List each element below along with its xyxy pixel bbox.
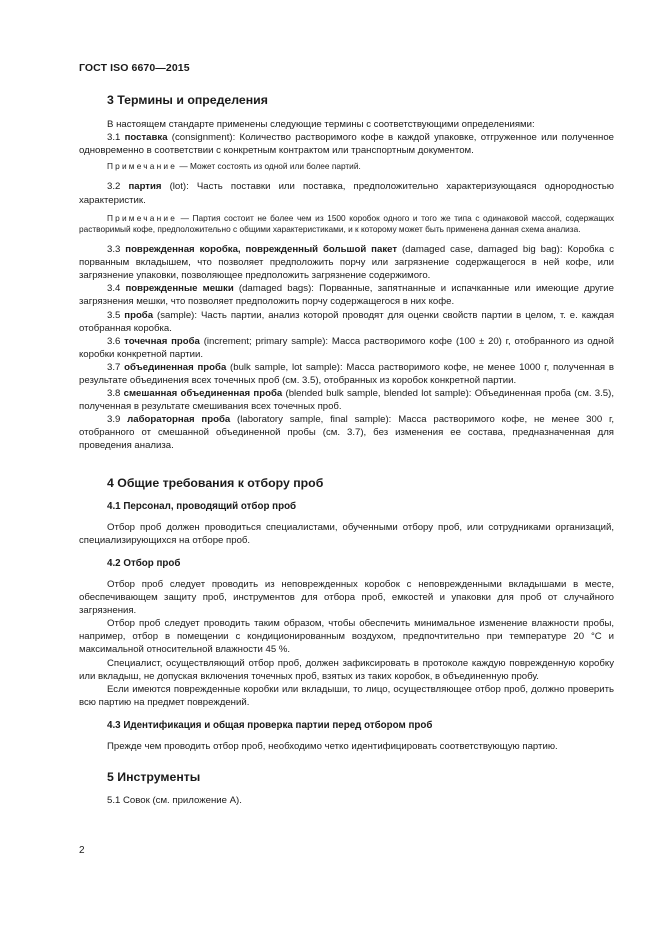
note-label: Примечание [107, 161, 178, 172]
term-3-4 [79, 282, 614, 308]
term-3-9 [79, 413, 614, 452]
section-4-1-text: Отбор проб должен проводиться специалистами, обученными отбору проб, или сотрудниками организаций, специализирующихся на отборе проб. [79, 521, 614, 546]
term-name: точечная проба [124, 335, 200, 347]
term-def: Коробка с порванным вкладышем, что позволяет предположить порчу или загрязнение содержащегося в ней кофе, или загрязнение упаковки, позволяющее предположить загрязнение содержимого. [79, 244, 614, 282]
term-num: 3.1 [107, 132, 121, 144]
page-number: 2 [79, 845, 85, 856]
term-en: (laboratory sample, final sample): [237, 414, 392, 426]
term-num: 3.6 [107, 335, 121, 347]
section-4-title: 4 Общие требования к отбору проб [107, 475, 324, 490]
term-en: (blended bulk sample, blended lot sample): [285, 388, 472, 400]
section-4-2-para-2: Отбор проб следует проводить таким образом, чтобы обеспечить минимальное изменение влажности пробы, например, отбор в помещении с кондиционированным воздухом, предпочтительно при температуре 20 °С и максимальной относительной влажности 45 %. [79, 618, 614, 656]
term-name: проба [124, 309, 154, 321]
term-name: смешанная объединенная проба [123, 388, 283, 400]
note-text: — Партия состоит не более чем из 1500 коробок одного и того же типа с одинаковой массой, содержащих растворимый кофе, предположительно с общими характеристиками, и к которому может быть применена данная схема анализа. [79, 212, 615, 234]
term-3-8 [79, 387, 614, 413]
note-text: — Может состоять из одной или более партий. [179, 161, 361, 172]
term-3-5 [79, 309, 614, 335]
note-2 [79, 213, 614, 235]
term-num: 3.4 [107, 283, 121, 295]
term-def: Объединенная проба (см. 3.5), полученная в результате смешивания всех точечных проб. [79, 388, 614, 413]
term-name: партия [128, 181, 162, 193]
term-name: лабораторная проба [127, 414, 231, 426]
term-def: Порванные, запятнанные и испачканные или имеющие другие загрязнения мешки, что позволяет предположить порчу содержащегося в них кофе. [79, 283, 614, 308]
term-num: 3.8 [107, 388, 121, 400]
term-en: (damaged case, damaged big bag): [401, 244, 563, 256]
term-num: 3.7 [107, 361, 121, 373]
term-def: Количество растворимого кофе в каждой упаковке, отгруженное или полученное одновременно в соответствии с конкретным контрактом или транспортным документом. [79, 132, 614, 157]
term-num: 3.3 [107, 244, 121, 256]
term-def: Часть поставки или поставка, предположительно характеризующаяся однородностью характеристик. [79, 181, 614, 206]
term-3-3 [79, 243, 614, 282]
section-3-title: 3 Термины и определения [107, 93, 268, 107]
note-1 [79, 161, 614, 172]
section-4-2-para-1: Отбор проб следует проводить из неповрежденных коробок с неповрежденными вкладышами в месте, обеспечивающем защиту проб, инструментов для отбора проб, емкостей и упаковки для проб от случайного загрязнения. [79, 578, 614, 617]
term-3-1 [79, 131, 614, 157]
term-en: (consignment): [171, 132, 236, 144]
term-name: поврежденная коробка, поврежденный большой пакет [125, 244, 398, 256]
term-en: (bulk sample, lot sample): [230, 361, 343, 373]
section-5-1-text: 5.1 Совок (см. приложение А). [107, 795, 242, 807]
term-en: (damaged bags): [238, 283, 314, 295]
term-name: поврежденные мешки [125, 283, 234, 295]
term-3-6 [79, 335, 614, 361]
term-3-7 [79, 361, 614, 387]
section-4-2-para-4: Если имеются поврежденные коробки или вкладыши, то лицо, осуществляющее отбор проб, должно проверить всю партию на предмет повреждений. [79, 683, 614, 708]
standard-header: ГОСТ ISO 6670—2015 [79, 62, 190, 74]
term-def: Часть партии, анализ которой проводят для оценки свойств партии в целом, т. е. каждая отобранная коробка. [79, 309, 615, 334]
term-def: Масса растворимого кофе, не менее 1000 г, полученная в результате объединения всех точечных проб (см. 3.5), отобранных из коробок конкретной партии. [79, 361, 614, 387]
section-4-2-para-3: Специалист, осуществляющий отбор проб, должен зафиксировать в протоколе каждую поврежденную коробку или вкладыш, не допуская включения точечных проб, взятых из таких коробок, в объединенную пробу. [79, 657, 614, 682]
term-num: 3.5 [107, 309, 121, 321]
term-def: Масса растворимого кофе (100 ± 20) г, отобранного из одной коробки конкретной партии. [79, 335, 615, 360]
term-en: (increment; primary sample): [203, 335, 329, 347]
term-def: Масса растворимого кофе, не менее 300 г, отобранного от смешанной объединенной пробы (см. 3.7), без изменения ее состава, предназначенная для проведения анализа. [79, 414, 614, 452]
section-4-2-title: 4.2 Отбор проб [107, 557, 181, 569]
term-name: объединенная проба [124, 361, 227, 373]
term-3-2 [79, 180, 614, 206]
term-num: 3.9 [107, 414, 121, 426]
section-4-1-title: 4.1 Персонал, проводящий отбор проб [107, 500, 297, 512]
term-num: 3.2 [107, 181, 121, 193]
term-en: (sample): [157, 309, 198, 321]
term-name: поставка [124, 132, 168, 144]
section-4-3-text: Прежде чем проводить отбор проб, необходимо четко идентифицировать соответствующую партию. [107, 740, 558, 752]
document-body [79, 90, 614, 807]
section-5-title: 5 Инструменты [107, 770, 201, 785]
term-en: (lot): [169, 181, 189, 193]
section-3-intro: В настоящем стандарте применены следующие термины с соответствующими определениями: [107, 119, 535, 130]
note-label: Примечание [107, 212, 178, 223]
section-4-3-title: 4.3 Идентификация и общая проверка партии перед отбором проб [107, 719, 433, 731]
